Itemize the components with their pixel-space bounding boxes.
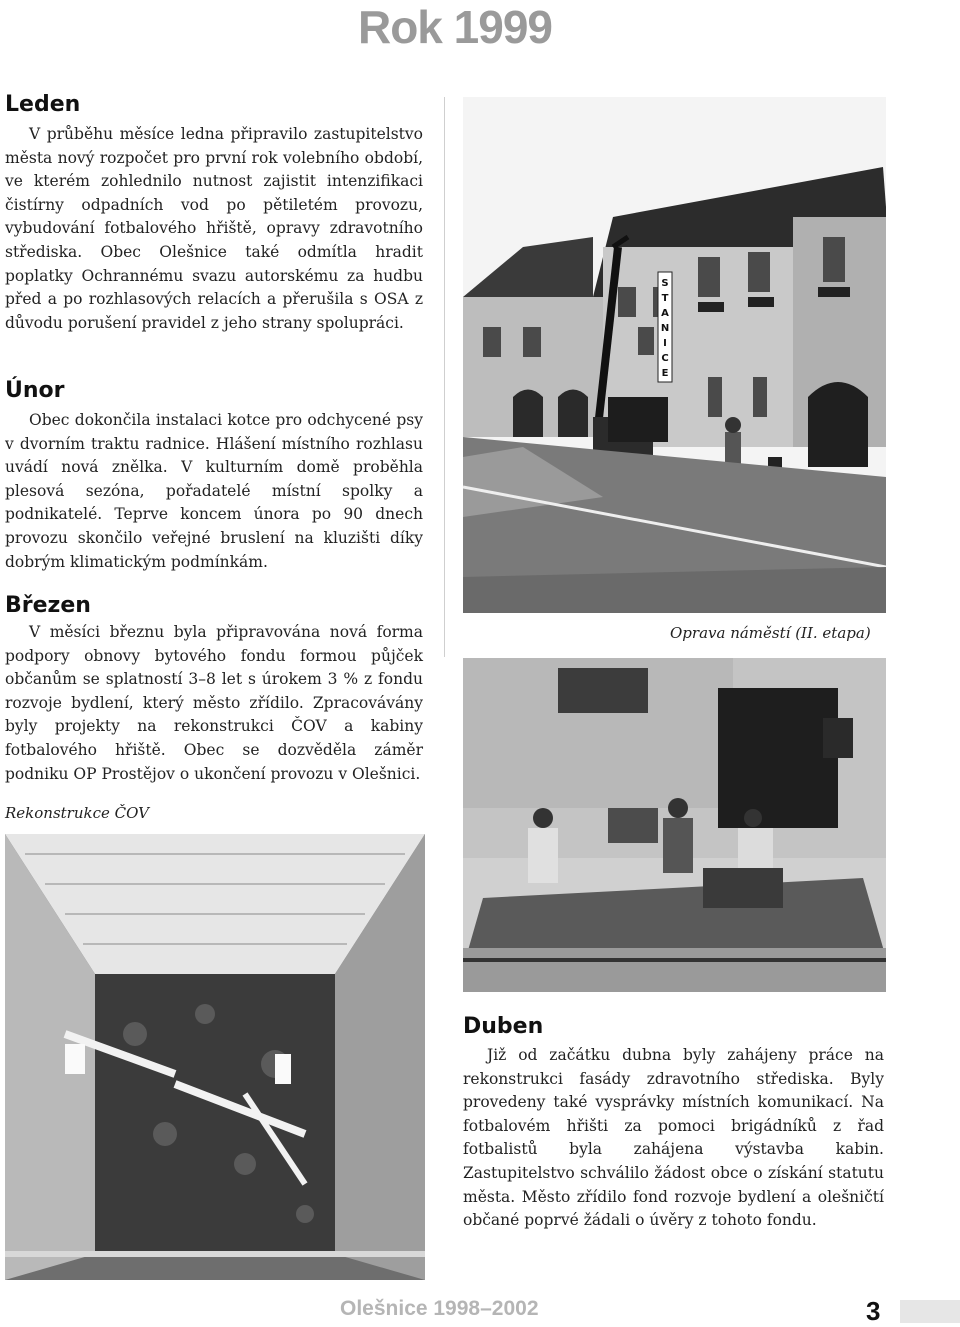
paragraph-unor: Obec dokončila instalaci kotce pro odchycené psy v dvorním traktu radnice. Hlášení místního rozhlasu uvádí nová znělka. V kulturním domě proběhla plesová sezóna, pořadatelé místní spolky a podnikatelé. Teprve koncem února po 90 dnech provozu skončilo veřejné bruslení na kluzišti díky dobrým klimatickým podmínkám.: [5, 411, 423, 571]
sign-letter: S: [661, 278, 669, 289]
paragraph-brezen: V měsíci březnu byla připravována nová forma podpory obnovy bytového fondu formou půjček občanům se splatností 3–8 let s úrokem 3 % z fondu rozvoje bydlení, který město zřídilo. Zpracovávány byly projekty na rekonstrukci ČOV a kabiny fotbalového hřiště. Obec se dozvěděla záměr podniku OP Prostějov o ukončení provozu v Olešnici.: [5, 623, 423, 783]
page-corner-block: [900, 1300, 960, 1323]
heading-duben: Duben: [463, 1014, 544, 1039]
heading-leden: Leden: [5, 92, 81, 117]
page-number: 3: [866, 1296, 881, 1326]
page-title: Rok 1999: [357, 1, 552, 53]
column-divider: [444, 97, 445, 657]
photo-street-repair: [463, 97, 886, 613]
heading-brezen: Březen: [5, 593, 91, 618]
sign-letter: C: [661, 353, 669, 364]
photo-paving-work: [463, 658, 886, 992]
footer-title: Olešnice 1998–2002: [340, 1297, 539, 1320]
sign-letter: T: [661, 293, 669, 304]
sign-letter: E: [661, 368, 669, 379]
photo-cov-reconstruction: [5, 834, 425, 1280]
sign-letter: A: [661, 308, 669, 319]
paragraph-leden: V průběhu měsíce ledna připravilo zastupitelstvo města nový rozpočet pro první rok volebního období, ve kterém zohlednilo nutnost zajistit intenzifikaci čistírny odpadních vod po pětiletém provozu, vybudování fotbalového hřiště, opravy zdravotního střediska. Obec Olešnice také odmítla hradit poplatky Ochrannému svazu autorskému za hudbu před a po rozhlasových relacích a přerušila s OSA z důvodu porušení pravidel z jeho strany spolupráci.: [5, 125, 423, 332]
sign-letter: N: [660, 323, 670, 334]
sign-letter: I: [663, 338, 667, 349]
paragraph-duben: Již od začátku dubna byly zahájeny práce na rekonstrukci fasády zdravotního střediska. Byly provedeny také vysprávky místních komunikací. Na fotbalovém hřišti za pomoci brigádníků z řad fotbalistů byla zahájena výstavba kabin. Zastupitelstvo schválilo žádost obce o získání statutu města. Město zřídilo fond rozvoje bydlení a olešničtí občané poprvé žádali o úvěry z tohoto fondu.: [463, 1046, 884, 1230]
heading-unor: Únor: [5, 378, 65, 403]
caption-cov: Rekonstrukce ČOV: [5, 804, 149, 822]
caption-square-repair: Oprava náměstí (II. etapa): [670, 624, 871, 642]
